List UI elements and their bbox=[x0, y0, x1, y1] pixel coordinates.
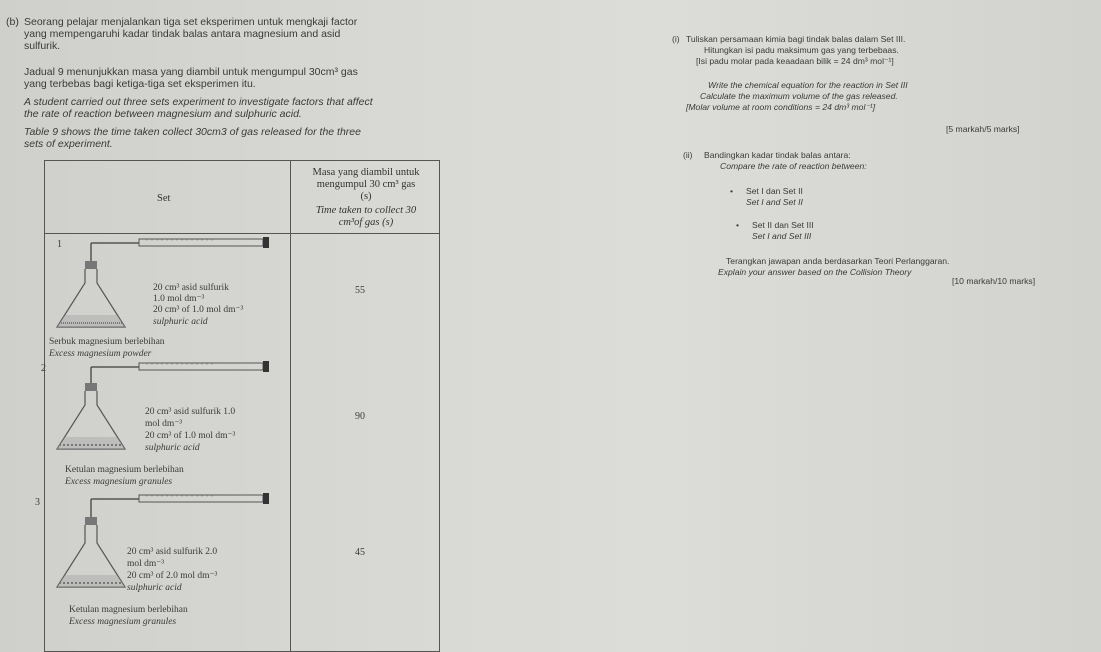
question-label: (b) bbox=[6, 16, 19, 28]
row-1-acid-ms: 20 cm³ asid sulfurik bbox=[153, 283, 229, 293]
part-i-ms-line-1: Tuliskan persamaan kimia bagi tindak balas dalam Set III. bbox=[686, 34, 906, 44]
part-i-en-line-1: Write the chemical equation for the reaction in Set III bbox=[708, 80, 908, 90]
row-3-set-number: 3 bbox=[35, 497, 40, 508]
row-1-acid-en-2: sulphuric acid bbox=[153, 317, 208, 327]
row-2-set-number: 2 bbox=[41, 363, 46, 374]
table-header-time-ms-1: Masa yang diambil untuk bbox=[312, 167, 420, 178]
part-ii-en-line-1: Compare the rate of reaction between: bbox=[720, 161, 867, 171]
bullet-1-en: Set I and Set II bbox=[746, 197, 803, 207]
row-1-time-value: 55 bbox=[355, 285, 365, 296]
explain-en: Explain your answer based on the Collision Theory bbox=[718, 267, 912, 277]
intro-en-line-1: A student carried out three sets experiment to investigate factors that affect bbox=[24, 96, 373, 108]
intro-en-line-4: sets of experiment. bbox=[24, 138, 113, 150]
part-ii-marks: [10 markah/10 marks] bbox=[952, 276, 1036, 286]
row-1-solid-en: Excess magnesium powder bbox=[49, 349, 152, 359]
table-header-time-en-2: cm³of gas (s) bbox=[338, 217, 394, 228]
row-1-acid-en: 20 cm³ of 1.0 mol dm⁻³ bbox=[153, 305, 244, 315]
part-i-marks: [5 markah/5 marks] bbox=[946, 124, 1020, 134]
results-table bbox=[35, 160, 440, 652]
intro-ms-line-3: sulfurik. bbox=[24, 40, 61, 52]
table-header-time-ms-3: (s) bbox=[360, 191, 372, 202]
row-3-acid-en-2: sulphuric acid bbox=[127, 583, 182, 593]
row-3-time-value: 45 bbox=[355, 547, 365, 558]
intro-ms-line-4: Jadual 9 menunjukkan masa yang diambil untuk mengumpul 30cm³ gas bbox=[24, 66, 358, 78]
row-3-solid-en: Excess magnesium granules bbox=[69, 617, 177, 627]
row-2-conc-ms: mol dm⁻³ bbox=[145, 419, 183, 429]
intro-ms-line-2: yang mempengaruhi kadar tindak balas antara magnesium and asid bbox=[24, 28, 341, 40]
intro-ms-line-1: Seorang pelajar menjalankan tiga set eksperimen untuk mengkaji factor bbox=[24, 16, 358, 28]
bullet-2-icon: • bbox=[736, 220, 740, 230]
row-3-acid-en: 20 cm³ of 2.0 mol dm⁻³ bbox=[127, 571, 218, 581]
intro-en-line-2: the rate of reaction between magnesium and sulphuric acid. bbox=[24, 108, 302, 120]
table-header-time-ms-2: mengumpul 30 cm³ gas bbox=[316, 179, 416, 190]
row-3-solid-ms: Ketulan magnesium berlebihan bbox=[69, 605, 188, 615]
row-3-acid-ms: 20 cm³ asid sulfurik 2.0 bbox=[127, 547, 218, 557]
intro-ms-line-5: yang terbebas bagi ketiga-tiga set eksperimen itu. bbox=[24, 78, 256, 90]
bullet-2-ms: Set II dan Set III bbox=[752, 220, 814, 230]
row-2-solid-ms: Ketulan magnesium berlebihan bbox=[65, 465, 184, 475]
bullet-1-icon: • bbox=[730, 186, 734, 196]
row-2-acid-en: 20 cm³ of 1.0 mol dm⁻³ bbox=[145, 431, 236, 441]
row-1-solid-ms: Serbuk magnesium berlebihan bbox=[49, 337, 165, 347]
row-2-solid-en: Excess magnesium granules bbox=[65, 477, 173, 487]
part-i-label: (i) bbox=[672, 34, 680, 44]
row-2-acid-en-2: sulphuric acid bbox=[145, 443, 200, 453]
table-header-time-en-1: Time taken to collect 30 bbox=[315, 205, 417, 216]
part-i-en-line-2: Calculate the maximum volume of the gas released. bbox=[700, 91, 898, 101]
row-2-time-value: 90 bbox=[355, 411, 365, 422]
intro-en-line-3: Table 9 shows the time taken collect 30cm3 of gas released for the three bbox=[24, 126, 361, 138]
explain-ms: Terangkan jawapan anda berdasarkan Teori Perlanggaran. bbox=[726, 256, 950, 266]
part-i-en-line-3: [Molar volume at room conditions = 24 dm³ mol⁻¹] bbox=[686, 102, 876, 112]
row-1-set-number: 1 bbox=[57, 239, 62, 250]
part-ii-ms-line-1: Bandingkan kadar tindak balas antara: bbox=[704, 150, 851, 160]
row-1-conc-ms: 1.0 mol dm⁻³ bbox=[153, 294, 205, 304]
part-i-ms-line-3: [Isi padu molar pada keaadaan bilik = 24 dm³ mol⁻¹] bbox=[696, 56, 894, 66]
row-3-conc-ms: mol dm⁻³ bbox=[127, 559, 165, 569]
bullet-1-ms: Set I dan Set II bbox=[746, 186, 803, 196]
part-ii-label: (ii) bbox=[683, 150, 693, 160]
table-header-set: Set bbox=[157, 193, 171, 204]
bullet-2-en: Set I and Set III bbox=[752, 231, 812, 241]
row-2-acid-ms: 20 cm³ asid sulfurik 1.0 bbox=[145, 407, 236, 417]
part-i-ms-line-2: Hitungkan isi padu maksimum gas yang terbebaas. bbox=[704, 45, 899, 55]
